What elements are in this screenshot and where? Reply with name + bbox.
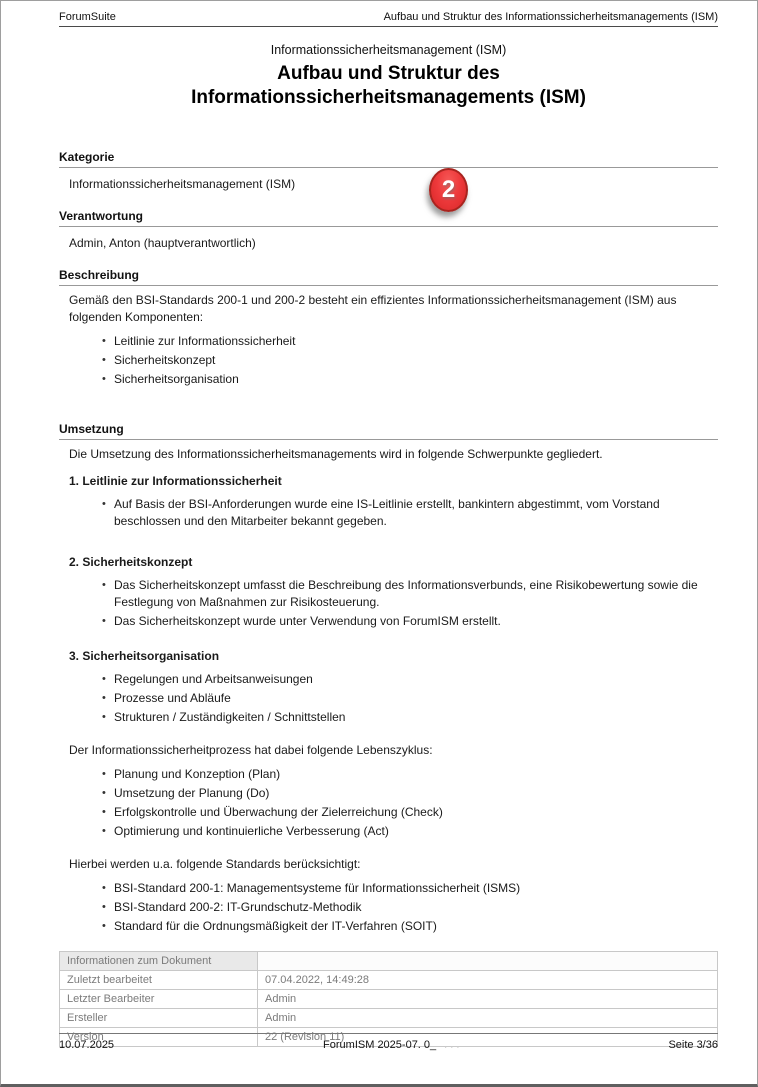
umsetzung-intro: Die Umsetzung des Informationssicherheitsmanagements wird in folgende Schwerpunkte gegliedert. xyxy=(69,446,603,461)
list-item: • Das Sicherheitskonzept umfasst die Beschreibung des Informationsverbunds, eine Risikobewertung sowie die Festlegung von Maßnahmen zur Risikosteuerung. xyxy=(102,577,718,610)
running-header xyxy=(59,1,718,27)
table-row-label: Version xyxy=(60,1027,258,1046)
footer-faint-marks: . . . xyxy=(444,1039,460,1051)
subsection-heading-sicherheitskonzept: 2. Sicherheitskonzept xyxy=(69,555,193,569)
list-item: • Prozesse und Abläufe xyxy=(102,690,718,707)
table-header-cell-empty xyxy=(258,951,718,970)
category-kicker: Informationssicherheitsmanagement (ISM) xyxy=(270,43,507,57)
lifecycle-list xyxy=(59,766,718,840)
section-heading-umsetzung: Umsetzung xyxy=(59,422,718,440)
table-row-value: 22 (Revision 11) xyxy=(258,1027,718,1046)
standards-intro: Hierbei werden u.a. folgende Standards berücksichtigt: xyxy=(69,856,361,871)
list-item: • Regelungen und Arbeitsanweisungen xyxy=(102,671,718,688)
table-row-label: Ersteller xyxy=(60,1008,258,1027)
table-row-label: Letzter Bearbeiter xyxy=(60,989,258,1008)
sicherheitskonzept-list xyxy=(59,577,718,629)
subsection-heading-leitlinie: 1. Leitlinie zur Informationssicherheit xyxy=(69,474,282,488)
verantwortung-value: Admin, Anton (hauptverantwortlich) xyxy=(69,236,256,250)
list-item: • Das Sicherheitskonzept wurde unter Verwendung von ForumISM erstellt. xyxy=(102,613,718,630)
beschreibung-intro: Gemäß den BSI-Standards 200-1 und 200-2 besteht ein effizientes Informationssicherheitsmanagement (ISM) aus folgenden Komponenten: xyxy=(69,293,677,324)
list-item: • Sicherheitsorganisation xyxy=(102,371,718,388)
page-title-line1: Aufbau und Struktur des xyxy=(277,63,500,84)
list-item: • Strukturen / Zuständigkeiten / Schnittstellen xyxy=(102,709,718,726)
footer-date: 10.07.2025 xyxy=(59,1039,115,1051)
list-item: • Umsetzung der Planung (Do) xyxy=(102,785,718,802)
page-title-line2: Informationssicherheitsmanagements (ISM) xyxy=(191,87,586,108)
list-item: • Standard für die Ordnungsmäßigkeit der IT-Verfahren (SOIT) xyxy=(102,918,718,935)
header-app-name: ForumSuite xyxy=(59,11,116,23)
list-item: • Optimierung und kontinuierliche Verbesserung (Act) xyxy=(102,823,718,840)
running-footer xyxy=(59,1033,718,1051)
list-item: • BSI-Standard 200-1: Managementsysteme für Informationssicherheit (ISMS) xyxy=(102,880,718,897)
list-item: • Leitlinie zur Informationssicherheit xyxy=(102,333,718,350)
table-row-value: Admin xyxy=(258,1008,718,1027)
subsection-heading-sicherheitsorganisation: 3. Sicherheitsorganisation xyxy=(69,649,220,663)
table-row-label: Zuletzt bearbeitet xyxy=(60,970,258,989)
list-item: • Planung und Konzeption (Plan) xyxy=(102,766,718,783)
section-heading-verantwortung: Verantwortung xyxy=(59,209,718,227)
footer-document-id: ForumISM 2025-07. 0_ . . . xyxy=(323,1039,460,1051)
kategorie-value: Informationssicherheitsmanagement (ISM) xyxy=(69,177,296,191)
leitlinie-list xyxy=(59,496,718,529)
section-heading-kategorie: Kategorie xyxy=(59,150,718,168)
beschreibung-list xyxy=(59,333,718,388)
list-item: • BSI-Standard 200-2: IT-Grundschutz-Methodik xyxy=(102,899,718,916)
section-heading-beschreibung: Beschreibung xyxy=(59,268,718,286)
list-item: • Erfolgskontrolle und Überwachung der Zielerreichung (Check) xyxy=(102,804,718,821)
list-item: • Auf Basis der BSI-Anforderungen wurde eine IS-Leitlinie erstellt, bankintern abgestimmt, vom Vorstand beschlossen und den Mitarbeiter bekannt gegeben. xyxy=(102,496,718,529)
table-row-value: Admin xyxy=(258,989,718,1008)
header-doc-title: Aufbau und Struktur des Informationssicherheitsmanagements (ISM) xyxy=(383,11,718,23)
page-title xyxy=(59,62,718,110)
table-row xyxy=(60,1008,718,1027)
footer-page-number: Seite 3/36 xyxy=(668,1039,718,1051)
table-header-cell: Informationen zum Dokument xyxy=(60,951,258,970)
table-header-row xyxy=(60,951,718,970)
table-row xyxy=(60,989,718,1008)
standards-list xyxy=(59,880,718,935)
annotation-badge-2: 2 xyxy=(429,168,468,212)
lifecycle-intro: Der Informationssicherheitprozess hat dabei folgende Lebenszyklus: xyxy=(69,742,433,757)
table-row-value: 07.04.2022, 14:49:28 xyxy=(258,970,718,989)
sicherheitsorganisation-list xyxy=(59,671,718,726)
list-item: • Sicherheitskonzept xyxy=(102,352,718,369)
table-row xyxy=(60,970,718,989)
